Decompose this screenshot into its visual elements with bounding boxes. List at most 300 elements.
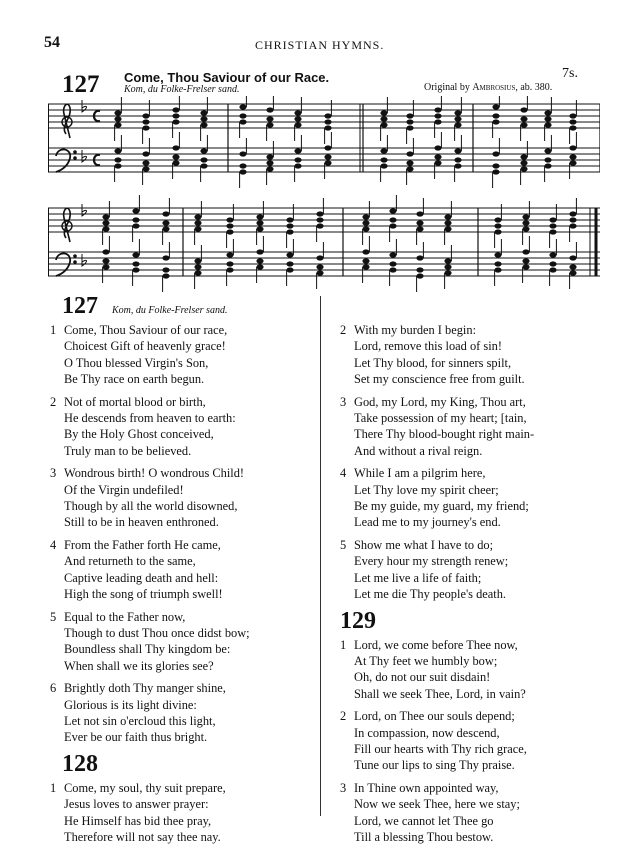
- verse-text: Ever be our faith thus bright.: [64, 730, 208, 745]
- note-head: [102, 249, 109, 254]
- note-head: [256, 249, 263, 254]
- note-head: [239, 163, 246, 168]
- note-head: [316, 223, 323, 228]
- verse-text: O Thou blessed Virgin's Son,: [64, 355, 209, 370]
- note-head: [569, 217, 576, 222]
- note-head: [324, 113, 331, 118]
- note-head: [380, 110, 387, 115]
- meter: 7s.: [562, 66, 578, 81]
- verse-text: Be my guide, my guard, my friend;: [354, 499, 529, 514]
- verse-line: [50, 410, 320, 426]
- note-head: [544, 148, 551, 153]
- note-head: [569, 211, 576, 216]
- note-head: [520, 166, 527, 171]
- verse-text: Not of mortal blood or birth,: [64, 394, 206, 409]
- note-head: [362, 214, 369, 219]
- hymn-129-number: 129: [340, 607, 376, 634]
- note-head: [444, 220, 451, 225]
- note-head: [549, 223, 556, 228]
- stanza: [340, 708, 620, 774]
- note-head: [549, 229, 556, 234]
- note-head: [434, 160, 441, 165]
- stanza-number: 6: [50, 681, 57, 696]
- verse-line: [50, 338, 320, 354]
- note-head: [162, 220, 169, 225]
- credit-prefix: Original by: [424, 82, 470, 93]
- verse-line: [50, 443, 320, 459]
- verse-text: Come, my soul, thy suit prepare,: [64, 780, 226, 795]
- note-head: [416, 255, 423, 260]
- note-head: [380, 148, 387, 153]
- note-head: [294, 157, 301, 162]
- note-head: [406, 166, 413, 171]
- verse-text: He descends from heaven to earth:: [64, 411, 236, 426]
- note-head: [226, 217, 233, 222]
- verse-text: Brightly doth Thy manger shine,: [64, 681, 226, 696]
- verse-line: [50, 570, 320, 586]
- note-head: [434, 154, 441, 159]
- note-head: [522, 264, 529, 269]
- note-head: [316, 264, 323, 269]
- verse-text: He Himself has bid thee pray,: [64, 813, 212, 828]
- note-head: [132, 267, 139, 272]
- note-head: [520, 122, 527, 127]
- note-head: [172, 160, 179, 165]
- verse-line: [50, 729, 320, 745]
- verse-line: [340, 725, 620, 741]
- stanza-number: 3: [50, 466, 57, 481]
- note-head: [162, 255, 169, 260]
- verse-line: [50, 482, 320, 498]
- note-head: [380, 116, 387, 121]
- note-head: [492, 163, 499, 168]
- note-head: [389, 267, 396, 272]
- note-head: [266, 107, 273, 112]
- stanza: [50, 537, 320, 603]
- note-head: [324, 125, 331, 130]
- note-head: [286, 261, 293, 266]
- verse-line: [50, 813, 320, 829]
- note-head: [569, 119, 576, 124]
- note-head: [389, 252, 396, 257]
- stanza-number: 4: [50, 537, 57, 552]
- verse-line: [50, 371, 320, 387]
- note-head: [494, 217, 501, 222]
- note-head: [194, 220, 201, 225]
- note-head: [492, 151, 499, 156]
- note-head: [114, 122, 121, 127]
- stanza-number: 2: [340, 323, 347, 337]
- note-head: [454, 122, 461, 127]
- note-head: [362, 249, 369, 254]
- verse-line: [340, 813, 620, 829]
- page-number: 54: [44, 34, 60, 51]
- verse-text: Though to dust Thou once didst bow;: [64, 625, 250, 640]
- verse-text: There Thy blood-bought right main-: [354, 427, 535, 442]
- verse-line: [50, 697, 320, 713]
- note-head: [102, 258, 109, 263]
- note-head: [454, 116, 461, 121]
- verse-text: Truly man to be believed.: [64, 443, 192, 458]
- note-head: [294, 110, 301, 115]
- stanza-number: 1: [340, 637, 347, 652]
- verse-text: Jesus loves to answer prayer:: [64, 797, 209, 812]
- music-score: [48, 96, 600, 292]
- left-column: [50, 294, 320, 851]
- verse-line: [340, 537, 620, 553]
- music-title: Come, Thou Saviour of our Race.: [124, 70, 330, 85]
- note-head: [406, 119, 413, 124]
- verse-line: [340, 410, 620, 426]
- note-head: [444, 264, 451, 269]
- note-head: [416, 226, 423, 231]
- note-head: [544, 122, 551, 127]
- note-head: [434, 107, 441, 112]
- note-head: [316, 270, 323, 275]
- verse-line: [340, 371, 620, 387]
- note-head: [380, 157, 387, 162]
- note-head: [389, 261, 396, 266]
- verse-text: Though by all the world disowned,: [64, 499, 238, 514]
- note-head: [266, 166, 273, 171]
- verse-text: Choicest Gift of heavenly grace!: [64, 339, 226, 354]
- note-head: [569, 223, 576, 228]
- verse-text: Captive leading death and hell:: [64, 570, 219, 585]
- note-head: [324, 119, 331, 124]
- note-head: [266, 122, 273, 127]
- note-head: [132, 261, 139, 266]
- note-head: [569, 113, 576, 118]
- note-head: [494, 252, 501, 257]
- note-head: [266, 160, 273, 165]
- note-head: [162, 211, 169, 216]
- verse-text: Let Thy blood, for sinners spilt,: [354, 355, 512, 370]
- note-head: [102, 226, 109, 231]
- note-head: [200, 148, 207, 153]
- verse-line: [50, 322, 320, 338]
- verse-text: Boundless shall Thy kingdom be:: [64, 642, 231, 657]
- note-head: [444, 258, 451, 263]
- note-head: [406, 125, 413, 130]
- verse-line: [340, 570, 620, 586]
- note-head: [102, 214, 109, 219]
- verse-text: Now we seek Thee, here we stay;: [354, 797, 520, 812]
- note-head: [434, 119, 441, 124]
- note-head: [114, 148, 121, 153]
- verse-text: Let me die Thy people's death.: [354, 587, 507, 602]
- note-head: [454, 148, 461, 153]
- verse-text: Let me live a life of faith;: [354, 570, 482, 585]
- note-head: [200, 157, 207, 162]
- verse-line: [340, 482, 620, 498]
- verse-line: [50, 426, 320, 442]
- hymn-129: [340, 609, 620, 846]
- note-head: [286, 229, 293, 234]
- note-head: [286, 223, 293, 228]
- stanza-number: 2: [50, 394, 57, 409]
- verse-text: Lord, we cannot let Thee go: [354, 813, 494, 828]
- column-divider: [320, 296, 321, 816]
- note-head: [444, 270, 451, 275]
- stanza: [340, 780, 620, 846]
- bass-clef-dot: [74, 151, 77, 154]
- note-head: [324, 154, 331, 159]
- note-head: [569, 160, 576, 165]
- note-head: [389, 223, 396, 228]
- note-head: [256, 258, 263, 263]
- note-head: [434, 113, 441, 118]
- note-head: [549, 267, 556, 272]
- hymn-127-stanzas: [50, 322, 320, 746]
- note-head: [200, 122, 207, 127]
- verse-text: Be Thy race on earth begun.: [64, 372, 205, 387]
- note-head: [492, 169, 499, 174]
- bass-clef-dot: [74, 261, 77, 264]
- note-head: [569, 255, 576, 260]
- verse-line: [50, 465, 320, 481]
- verse-line: [340, 426, 620, 442]
- verse-text: Of the Virgin undefiled!: [64, 482, 184, 497]
- hymn-127-subtitle: Kom, du Folke-Frelser sand.: [112, 305, 228, 316]
- note-head: [294, 148, 301, 153]
- bass-clef-icon: [56, 149, 70, 172]
- verse-text: Fill our hearts with Thy rich grace,: [354, 741, 527, 756]
- note-head: [132, 223, 139, 228]
- verse-line: [340, 796, 620, 812]
- note-head: [132, 217, 139, 222]
- verse-line: [340, 394, 620, 410]
- note-head: [569, 145, 576, 150]
- verse-text: By the Holy Ghost conceived,: [64, 427, 214, 442]
- verse-text: Take possession of my heart; [tain,: [354, 411, 527, 426]
- note-head: [544, 163, 551, 168]
- note-head: [520, 154, 527, 159]
- stanza: [50, 680, 320, 746]
- stanza: [340, 322, 620, 388]
- hymn-128-stanzas-right: [340, 322, 620, 603]
- verse-text: From the Father forth He came,: [64, 537, 221, 552]
- verse-line: [50, 553, 320, 569]
- verse-line: [340, 355, 620, 371]
- verse-line: [50, 713, 320, 729]
- treble-clef-icon: [64, 208, 71, 242]
- note-head: [142, 151, 149, 156]
- verse-line: [340, 780, 620, 796]
- note-head: [569, 270, 576, 275]
- note-head: [200, 116, 207, 121]
- note-head: [544, 116, 551, 121]
- stanza: [340, 537, 620, 603]
- note-head: [142, 113, 149, 118]
- note-head: [362, 264, 369, 269]
- note-head: [172, 119, 179, 124]
- verse-line: [340, 669, 620, 685]
- verse-line: [50, 796, 320, 812]
- note-head: [522, 258, 529, 263]
- stanza-number: 1: [50, 323, 57, 337]
- note-head: [380, 122, 387, 127]
- note-head: [316, 211, 323, 216]
- verse-text: Let not sin o'ercloud this light,: [64, 713, 216, 728]
- note-head: [114, 163, 121, 168]
- hymn-127: [50, 294, 320, 746]
- note-head: [239, 169, 246, 174]
- note-head: [142, 160, 149, 165]
- note-head: [194, 264, 201, 269]
- note-head: [362, 258, 369, 263]
- hymn-128-number: 128: [62, 750, 98, 777]
- stanza: [50, 609, 320, 675]
- note-head: [142, 125, 149, 130]
- verse-text: At Thy feet we humbly bow;: [354, 653, 498, 668]
- note-head: [454, 157, 461, 162]
- note-head: [256, 264, 263, 269]
- note-head: [416, 273, 423, 278]
- hymn-128-stanzas-left: [50, 780, 320, 846]
- verse-text: Lord, remove this load of sin!: [354, 339, 502, 354]
- verse-line: [340, 757, 620, 773]
- verse-line: [340, 637, 620, 653]
- note-head: [492, 104, 499, 109]
- verse-line: [340, 829, 620, 845]
- verse-line: [340, 653, 620, 669]
- verse-line: [340, 708, 620, 724]
- note-head: [494, 229, 501, 234]
- note-head: [549, 252, 556, 257]
- note-head: [286, 267, 293, 272]
- note-head: [102, 264, 109, 269]
- verse-line: [50, 514, 320, 530]
- note-head: [132, 208, 139, 213]
- note-head: [172, 154, 179, 159]
- verse-text: Wondrous birth! O wondrous Child!: [64, 466, 245, 481]
- note-head: [200, 163, 207, 168]
- music-subtitle: Kom, du Folke-Frelser sand.: [124, 84, 240, 95]
- verse-text: With my burden I begin:: [354, 323, 477, 337]
- note-head: [162, 267, 169, 272]
- stanza-number: 1: [50, 780, 57, 795]
- note-head: [406, 113, 413, 118]
- note-head: [194, 226, 201, 231]
- note-head: [444, 214, 451, 219]
- stanza: [340, 465, 620, 531]
- note-head: [114, 110, 121, 115]
- note-head: [226, 267, 233, 272]
- note-head: [172, 113, 179, 118]
- stanza: [340, 637, 620, 703]
- note-head: [434, 145, 441, 150]
- stanza-number: 3: [340, 780, 347, 795]
- note-head: [454, 110, 461, 115]
- note-head: [294, 116, 301, 121]
- running-head: CHRISTIAN HYMNS.: [255, 38, 385, 52]
- hymn-128: [50, 752, 320, 846]
- verse-text: Therefore will not say thee nay.: [64, 829, 221, 844]
- stanza: [50, 465, 320, 531]
- note-head: [454, 163, 461, 168]
- note-head: [226, 223, 233, 228]
- note-head: [522, 220, 529, 225]
- music-hymn-number: 127: [62, 71, 100, 98]
- note-head: [256, 214, 263, 219]
- note-head: [406, 151, 413, 156]
- note-head: [494, 223, 501, 228]
- stanza-number: 4: [340, 466, 347, 481]
- note-head: [239, 151, 246, 156]
- note-head: [522, 226, 529, 231]
- note-head: [416, 267, 423, 272]
- note-head: [492, 119, 499, 124]
- note-head: [162, 273, 169, 278]
- note-head: [200, 110, 207, 115]
- verse-text: Glorious is its light divine:: [64, 697, 197, 712]
- verse-text: Lord, on Thee our souls depend;: [354, 709, 515, 724]
- note-head: [362, 226, 369, 231]
- note-head: [549, 217, 556, 222]
- note-head: [549, 261, 556, 266]
- stanza-number: 3: [340, 394, 347, 409]
- verse-text: Show me what I have to do;: [354, 537, 494, 552]
- verse-line: [340, 443, 620, 459]
- note-head: [266, 154, 273, 159]
- verse-text: Every hour my strength renew;: [354, 554, 509, 569]
- right-column: [340, 322, 620, 851]
- hymn-127-number: 127: [62, 293, 98, 319]
- note-head: [416, 220, 423, 225]
- verse-line: [340, 322, 620, 338]
- treble-clef-icon: [64, 104, 71, 138]
- verse-line: [340, 686, 620, 702]
- credit-suffix: , ab. 380.: [515, 82, 553, 93]
- note-head: [114, 116, 121, 121]
- note-head: [294, 163, 301, 168]
- note-head: [316, 255, 323, 260]
- note-head: [522, 214, 529, 219]
- note-head: [239, 104, 246, 109]
- note-head: [492, 113, 499, 118]
- note-head: [172, 107, 179, 112]
- verse-text: Let Thy love my spirit cheer;: [354, 482, 499, 497]
- verse-text: In Thine own appointed way,: [354, 780, 499, 795]
- note-head: [239, 113, 246, 118]
- verse-text: God, my Lord, my King, Thou art,: [354, 394, 526, 409]
- verse-text: When shall we its glories see?: [64, 658, 214, 673]
- credit-name: Ambrosius: [472, 82, 516, 93]
- stanza: [50, 394, 320, 460]
- note-head: [520, 160, 527, 165]
- note-head: [494, 261, 501, 266]
- bass-clef-icon: [56, 253, 70, 276]
- verse-line: [50, 609, 320, 625]
- note-head: [362, 220, 369, 225]
- bass-clef-dot: [74, 157, 77, 160]
- verse-text: Still to be in heaven enthroned.: [64, 515, 219, 530]
- note-head: [316, 217, 323, 222]
- note-head: [324, 160, 331, 165]
- note-head: [142, 166, 149, 171]
- note-head: [172, 145, 179, 150]
- verse-line: [340, 553, 620, 569]
- verse-line: [50, 625, 320, 641]
- note-head: [114, 157, 121, 162]
- note-head: [266, 116, 273, 121]
- note-head: [380, 163, 387, 168]
- stanza: [50, 322, 320, 388]
- note-head: [569, 264, 576, 269]
- note-head: [324, 145, 331, 150]
- verse-line: [50, 537, 320, 553]
- verse-text: Equal to the Father now,: [64, 609, 186, 624]
